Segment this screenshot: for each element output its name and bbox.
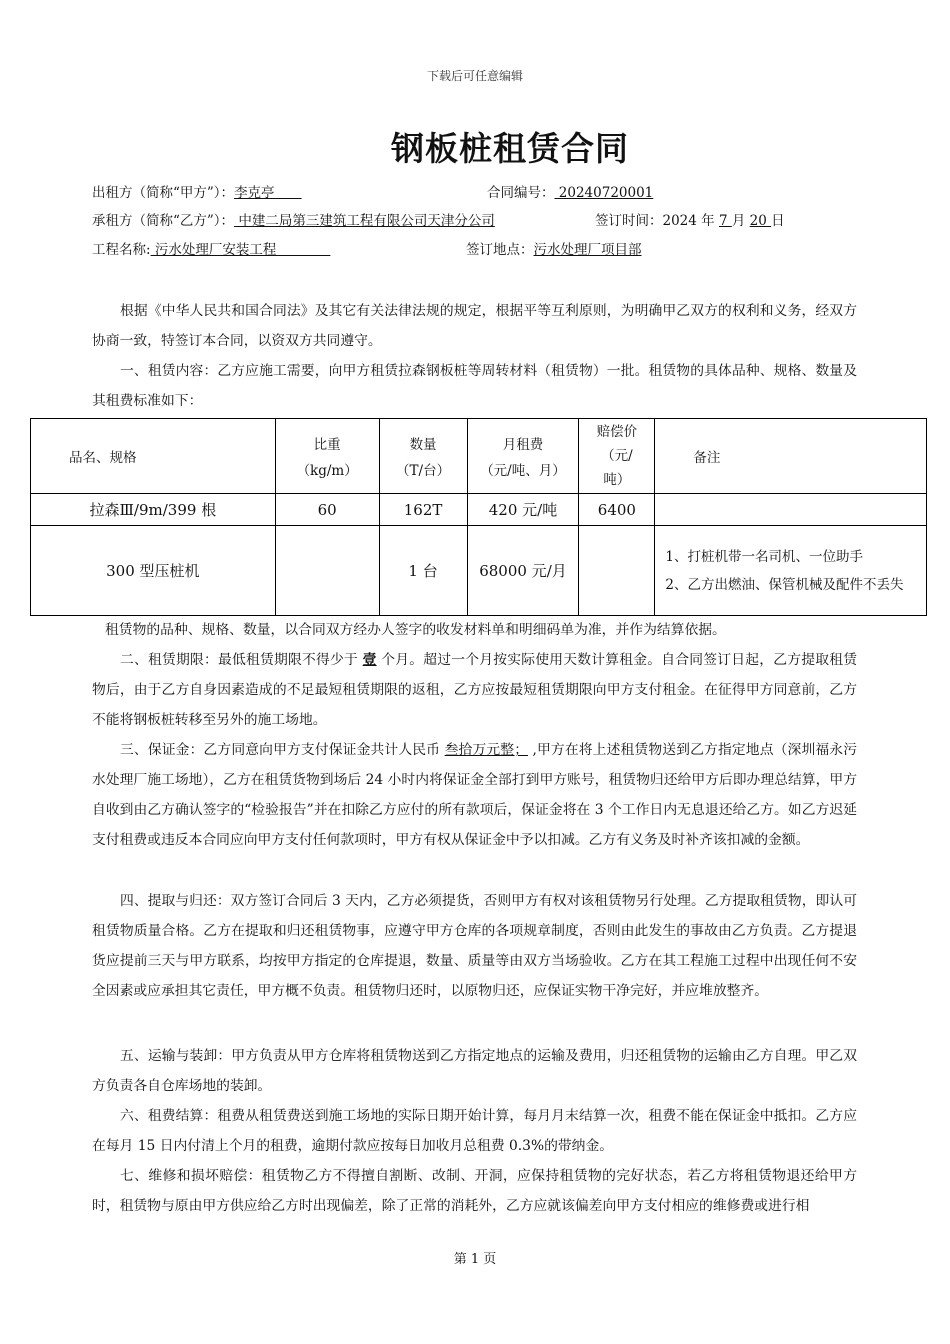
intro-paragraph: 根据《中华人民共和国合同法》及其它有关法律法规的规定，根据平等互利原则，为明确甲乙双方的权利和义务，经双方协商一致，特签订本合同，以资双方共同遵守。 <box>92 303 857 349</box>
sign-year: 2024 年 <box>662 213 719 229</box>
clause-7: 七、维修和损坏赔偿：租赁物乙方不得擅自割断、改制、开洞，应保持租赁物的完好状态，若乙方将租赁物退还给甲方时，租赁物与原由甲方供应给乙方时出现偏差，除了正常的消耗外，乙方应就该偏差向甲方支付相应的维修费或进行相 <box>92 1168 857 1214</box>
contract-no-label: 合同编号： <box>487 185 555 201</box>
sign-place-line <box>466 238 642 258</box>
clause-5: 五、运输与装卸：甲方负责从甲方仓库将租赁物送到乙方指定地点的运输及费用，归还租赁物的运输由乙方自理。甲乙双方负责各自仓库场地的装卸。 <box>92 1048 857 1094</box>
clause-4: 四、提取与归还：双方签订合同后 3 天内，乙方必须提货，否则甲方有权对该租赁物另行处理。乙方提取租赁物，即认可租赁物质量合格。乙方在提取和归还租赁物事，应遵守甲方仓库的各项规章制度，否则由此发生的事故由乙方负责。乙方提退货应提前三天与甲方联系，均按甲方指定的仓库提退，数量、质量等由双方当场验收。乙方在其工程施工过程中出现任何不安全因素或应承担其它责任，甲方概不负责。租赁物归还时，以原物归还，应保证实物干净完好，并应堆放整齐。 <box>92 893 857 999</box>
contract-no-line <box>487 181 653 201</box>
lessee-line <box>92 209 495 229</box>
cell-qty: 1 台 <box>379 526 467 616</box>
page-number: 第 1 页 <box>453 1252 497 1267</box>
deposit-amount: 叁拾万元整； <box>444 742 528 758</box>
table-row <box>31 494 927 526</box>
sign-date-line <box>595 209 785 229</box>
sign-day-unit: 日 <box>771 213 785 229</box>
project-line <box>92 238 330 258</box>
header-rent: 月租费 （元/吨、月） <box>467 419 579 494</box>
cell-weight: 60 <box>275 494 379 526</box>
sign-day: 20 <box>749 213 772 229</box>
min-lease-months: 壹 <box>362 652 377 668</box>
cell-compensation <box>579 526 655 616</box>
header-name: 品名、规格 <box>31 419 276 494</box>
table-header-row <box>31 419 927 494</box>
lease-items-table <box>30 418 927 616</box>
clause-1: 一、租赁内容：乙方应施工需要，向甲方租赁拉森钢板桩等周转材料（租赁物）一批。租赁物的具体品种、规格、数量及其租费标准如下： <box>92 363 857 409</box>
lessor-line <box>92 181 302 201</box>
cell-note <box>655 494 927 526</box>
contract-no-value: 20240720001 <box>554 185 654 201</box>
clause-2: 二、租赁期限：最低租赁期限不得少于 壹 个月。超过一个月按实际使用天数计算租金。自合同签订日起，乙方提取租赁物后，由于乙方自身因素造成的不足最短租赁期限的返租，乙方应按最短租赁期限向甲方支付租金。在征得甲方同意前，乙方不能将钢板桩转移至另外的施工场地。 <box>92 652 858 728</box>
header-qty: 数量 （T/台） <box>379 419 467 494</box>
header-compensation: 赔偿价 （元/ 吨） <box>579 419 655 494</box>
sign-place-label: 签订地点： <box>466 242 534 258</box>
cell-note: 1、打桩机带一名司机、一位助手 2、乙方出燃油、保管机械及配件不丢失 <box>655 526 927 616</box>
header-note: 下载后可任意编辑 <box>426 69 523 83</box>
clause-3: 三、保证金：乙方同意向甲方支付保证金共计人民币 叁拾万元整； ,甲方在将上述租赁物送到乙方指定地点（深圳福永污水处理厂施工场地），乙方在租赁货物到场后 24 小时内将保证金全部打到甲方账号，租赁物归还给甲方后即办理总结算，甲方自收到由乙方确认签字的“检验报告”并在扣除乙方应付的所有款项后，保证金将在 3 个工作日内无息退还给乙方。如乙方迟延支付租费或违反本合同应向甲方支付任何款项时，甲方有权从保证金中予以扣减。乙方有义务及时补齐该扣减的金额。 <box>92 742 857 848</box>
cell-rent: 68000 元/月 <box>467 526 579 616</box>
project-value: 污水处理厂安装工程 <box>150 242 331 258</box>
after-table-note: 租赁物的品种、规格、数量，以合同双方经办人签字的收发材料单和明细码单为准，并作为结算依据。 <box>105 622 726 638</box>
document-title: 钢板桩租赁合同 <box>391 129 629 168</box>
header-note: 备注 <box>655 419 927 494</box>
sign-place-value: 污水处理厂项目部 <box>533 242 642 258</box>
sign-month-unit: 月 <box>731 213 750 229</box>
table-row <box>31 526 927 616</box>
sign-month: 7 <box>718 213 732 229</box>
cell-rent: 420 元/吨 <box>467 494 579 526</box>
header-weight: 比重 （kg/m） <box>275 419 379 494</box>
lessee-value: 中建二局第三建筑工程有限公司天津分公司 <box>234 213 495 229</box>
lessor-value: 李克亭 <box>234 185 302 201</box>
cell-qty: 162T <box>379 494 467 526</box>
clause-6: 六、租费结算：租费从租赁费送到施工场地的实际日期开始计算，每月月末结算一次，租费不能在保证金中抵扣。乙方应在每月 15 日内付清上个月的租费，逾期付款应按每日加收月总租费 0.3%的带纳金。 <box>92 1108 857 1154</box>
cell-weight <box>275 526 379 616</box>
lessor-label: 出租方（简称“甲方”）： <box>92 185 235 201</box>
cell-name: 拉森Ⅲ/9m/399 根 <box>31 494 276 526</box>
sign-date-label: 签订时间： <box>595 213 663 229</box>
cell-compensation: 6400 <box>579 494 655 526</box>
project-label: 工程名称: <box>92 242 151 258</box>
lessee-label: 承租方（简称“乙方”）： <box>92 213 235 229</box>
cell-name: 300 型压桩机 <box>31 526 276 616</box>
